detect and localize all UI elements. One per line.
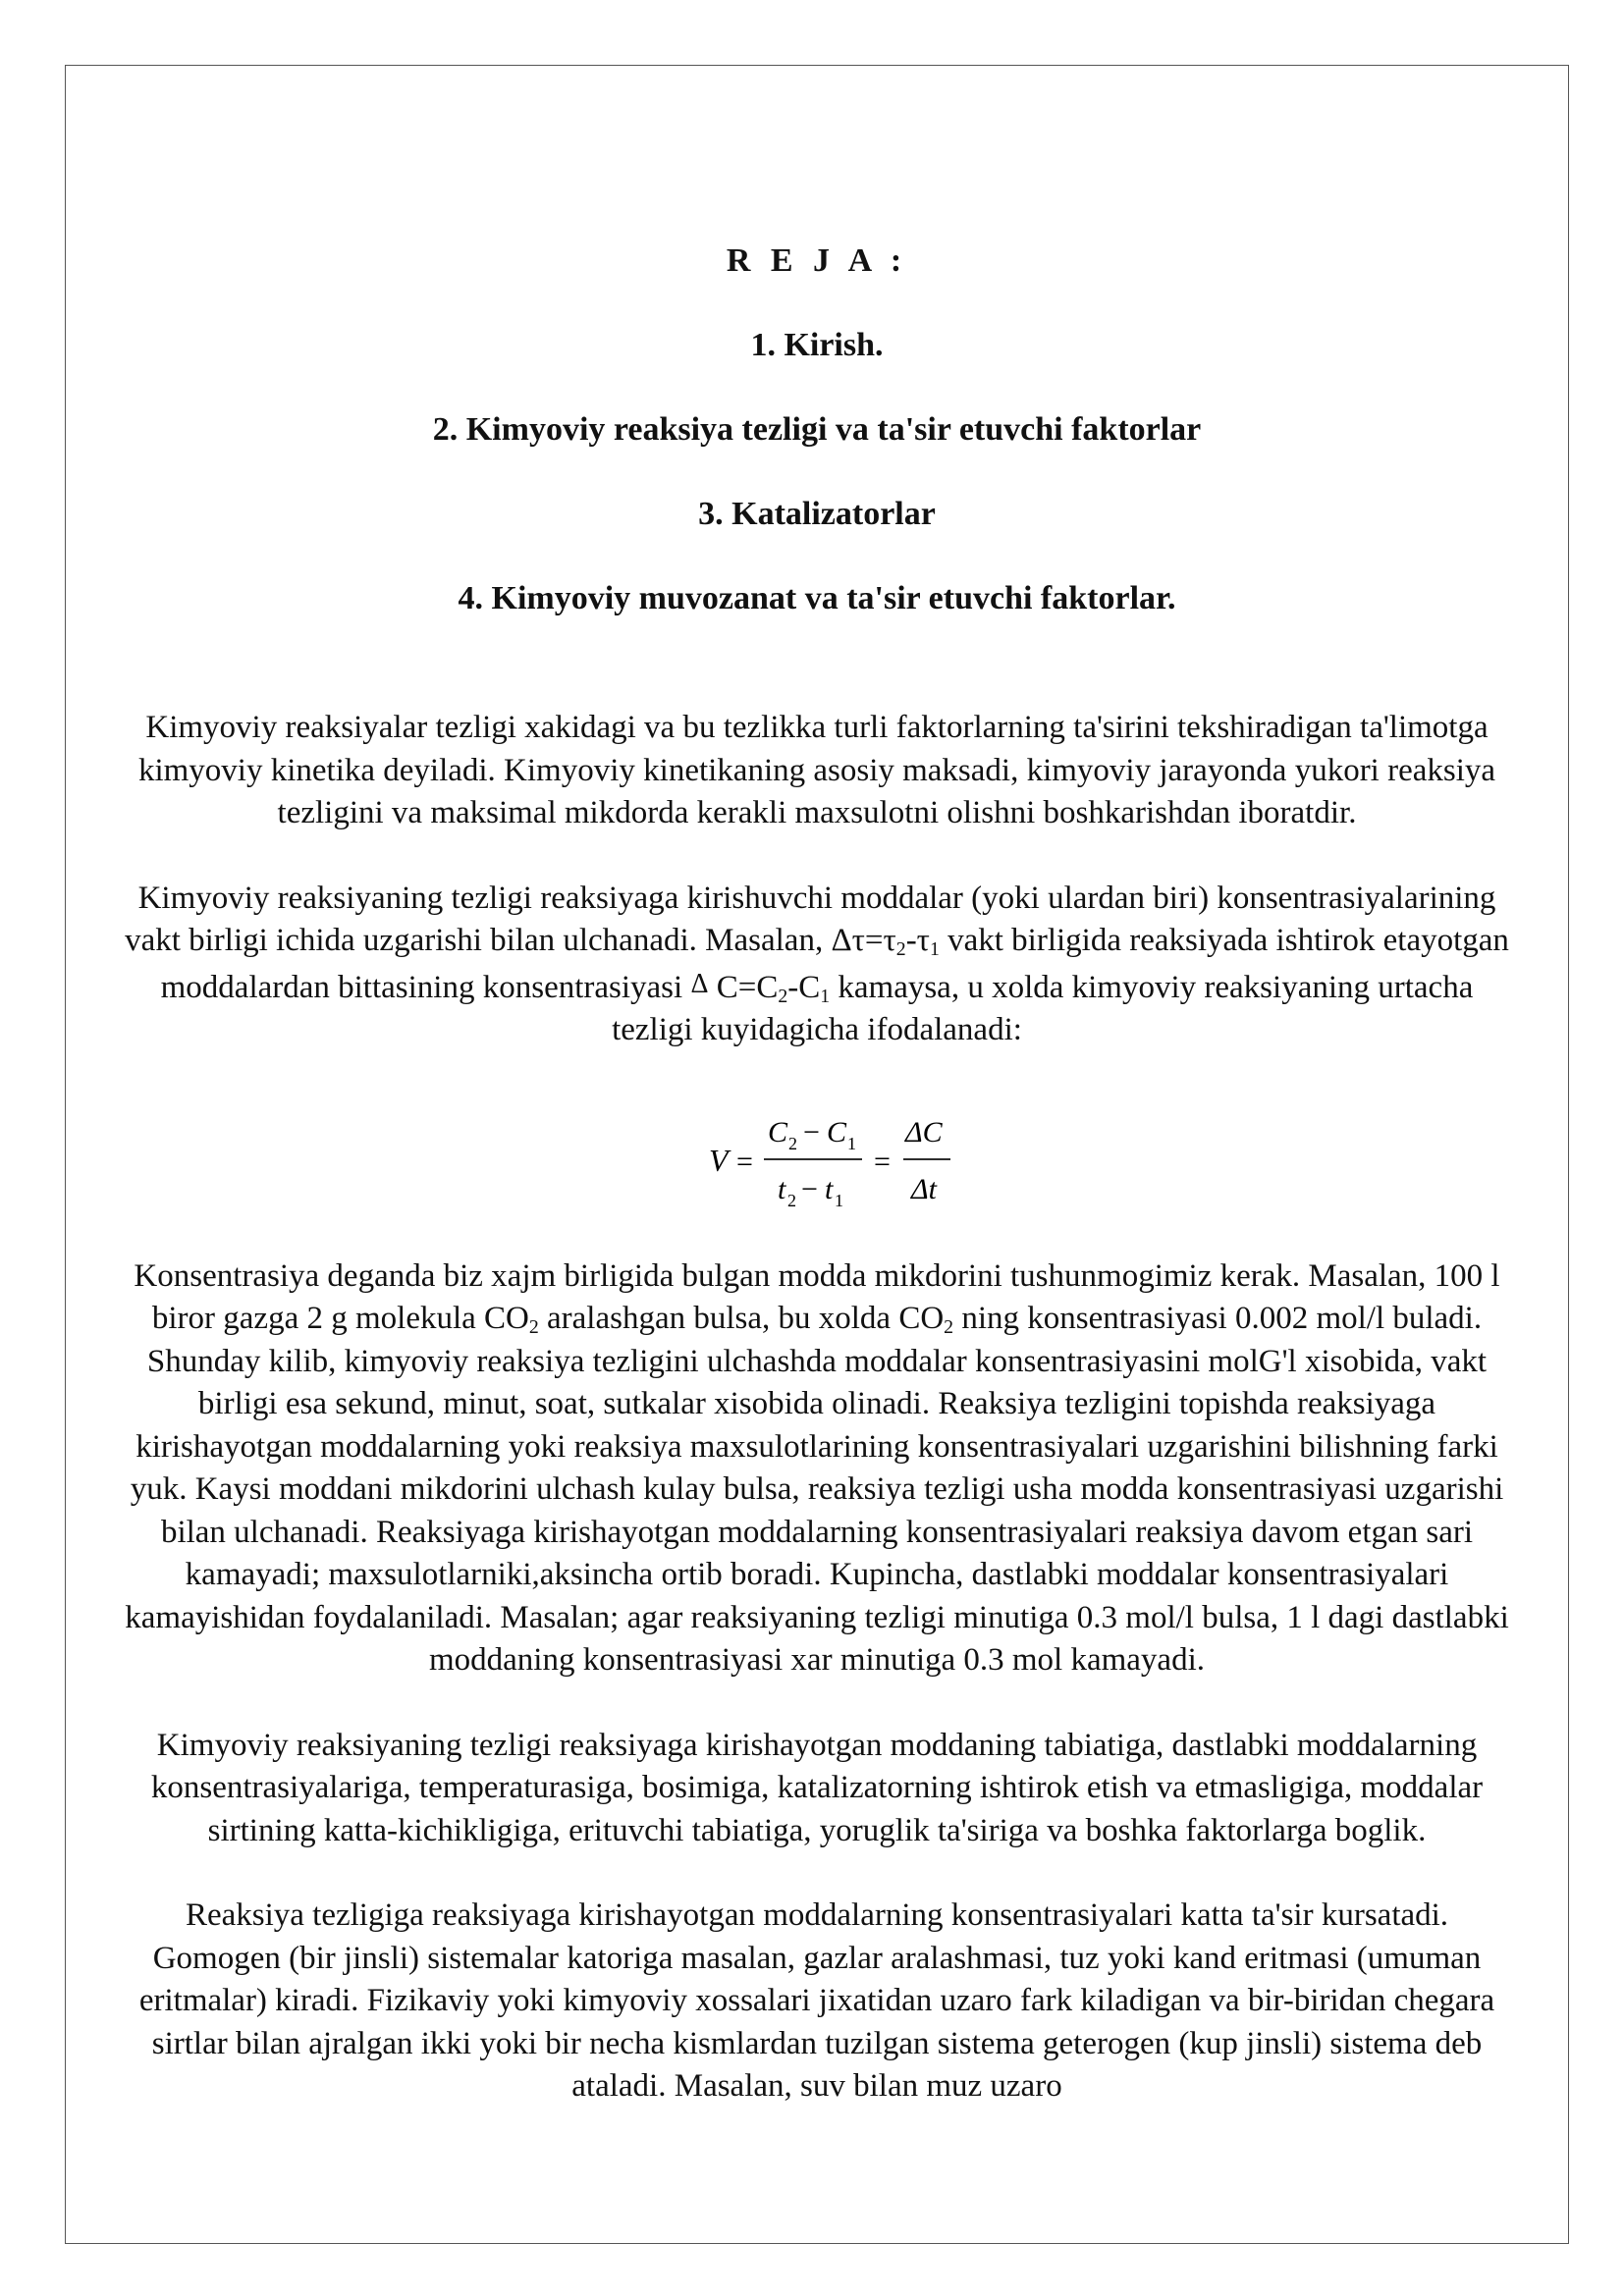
rate-formula	[118, 1095, 1516, 1222]
svg-text:2: 2	[787, 1190, 796, 1210]
formula-delta-c: ΔC	[905, 1115, 943, 1148]
formula-eq-2: =	[874, 1145, 891, 1178]
paragraph-homogeneous-systems: Reaksiya tezligiga reaksiyaga kirishayotgan moddalarning konsentrasiyalari katta ta'sir kursatadi. Gomogen (bir jinsli) sistemalar katoriga masalan, gazlar aralashmasi, tuz yoki kand eritmasi (umuman eritmalar) kiradi. Fizikaviy yoki kimyoviy xossalari jixatidan uzaro fark kiladigan va bir-biridan chegara sirtlar bilan ajralgan ikki yoki bir necha kismlardan tuzilgan sistema geterogen (kup jinsli) sistema deb ataladi. Masalan, suv bilan muz uzaro	[138, 1897, 1495, 2105]
rate-formula-svg	[670, 1095, 964, 1222]
formula-c2: C	[768, 1115, 788, 1148]
svg-text:2: 2	[788, 1133, 797, 1153]
formula-t1: t	[825, 1172, 834, 1205]
paragraph-concentration: Konsentrasiya deganda biz xajm birligida bulgan modda mikdorini tushunmogimiz kerak. Masalan, 100 l biror gazga 2 g molekula $CO_2$ aralashgan bulsa, bu xolda $CO_2$ ning konsentrasiyasi 0.002 mol/l buladi. Shunday kilib, kimyoviy reaksiya tezligini ulchashda moddalar konsentrasiyasini molG'l xisobida, vakt birligi esa sekund, minut, soat, sutkalar xisobida olinadi. Reaksiya tezligini topishda reaksiyaga kirishayotgan moddalarning yoki reaksiya maxsulotlarining konsentrasiyalari uzgarishini bilishning farki yuk. Kaysi moddani mikdorini ulchash kulay bulsa, reaksiya tezligi usha modda konsentrasiyasi uzgarishi bilan ulchanadi. Reaksiyaga kirishayotgan moddalarning konsentrasiyalari reaksiya davom etgan sari kamayadi; maxsulotlarniki,aksincha ortib boradi. Kupincha, dastlabki moddalar konsentrasiyalari kamayishidan foydalaniladi. Masalan; agar reaksiyaning tezligi minutiga 0.3 mol/l bulsa, 1 l dagi dastlabki moddaning konsentrasiyasi xar minutiga 0.3 mol kamayadi.	[125, 1257, 1509, 1679]
formula-t2: t	[778, 1172, 786, 1205]
formula-delta-t: Δt	[911, 1172, 937, 1205]
plan-section	[65, 240, 1569, 662]
body-text	[118, 707, 1516, 2151]
svg-text:−: −	[801, 1172, 818, 1205]
paragraph-factors: Kimyoviy reaksiyaning tezligi reaksiyaga kirishayotgan moddaning tabiatiga, dastlabki moddalarning konsentrasiyalariga, temperaturasiga, bosimiga, katalizatorning ishtirok etish va etmasligiga, moddalar sirtining katta-kichikligiga, erituvchi tabiatiga, yoruglik ta'siriga va boshka faktorlarga boglik.	[150, 1727, 1484, 1848]
plan-item-1: 1. Kirish.	[750, 327, 884, 363]
svg-text:1: 1	[847, 1133, 856, 1153]
formula-eq-1: =	[736, 1145, 753, 1178]
plan-item-2: 2. Kimyoviy reaksiya tezligi va ta'sir etuvchi faktorlar	[432, 411, 1202, 448]
plan-title: R E J A :	[726, 242, 908, 279]
plan-item-3: 3. Katalizatorlar	[698, 496, 936, 532]
plan-item-4: 4. Kimyoviy muvozanat va ta'sir etuvchi faktorlar.	[458, 580, 1176, 616]
paragraph-reaction-rate: Kimyoviy reaksiyaning tezligi reaksiyaga kirishuvchi moddalar (yoki ulardan biri) konsentrasiyalarining vakt birligi ichida uzgarishi bilan ulchanadi. Masalan, $\Delta\tau=\tau_2-\tau_1$ vakt birligida reaksiyada ishtirok etayotgan moddalardan bittasining konsentrasiyasi Δ $C=C_2-C_1$ kamaysa, u xolda kimyoviy reaksiyaning urtacha tezligi kuyidagicha ifodalanadi:	[125, 880, 1509, 1048]
delta-symbol: Δ	[690, 968, 709, 999]
formula-c1: C	[827, 1115, 847, 1148]
svg-text:−: −	[803, 1115, 820, 1148]
svg-text:1: 1	[835, 1190, 843, 1210]
formula-lhs: V	[709, 1142, 729, 1178]
paragraph-kinetics-definition: Kimyoviy reaksiyalar tezligi xakidagi va bu tezlikka turli faktorlarning ta'sirini tekshiradigan ta'limotga kimyoviy kinetika deyiladi. Kimyoviy kinetikaning asosiy maksadi, kimyoviy jarayonda yukori reaksiya tezligini va maksimal mikdorda kerakli maxsulotni olishni boshkarishdan iboratdir.	[137, 710, 1496, 830]
